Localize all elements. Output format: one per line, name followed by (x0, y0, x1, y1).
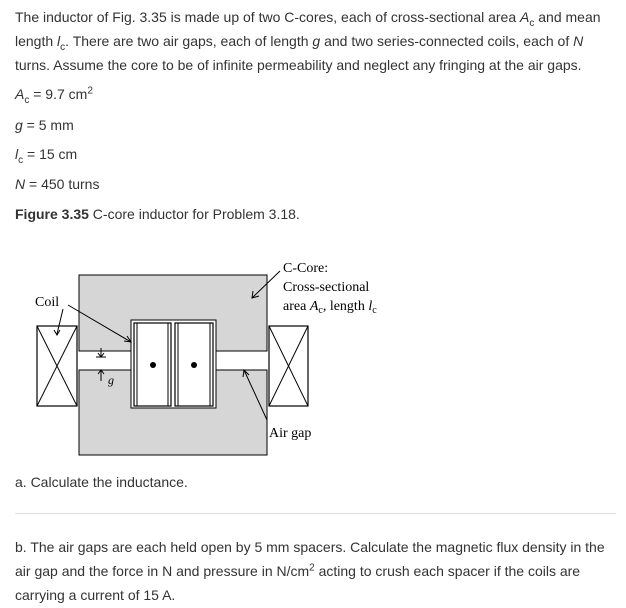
area-length-label: area $A_c$, length $l_c$ (283, 299, 377, 316)
problem-statement: The inductor of Fig. 3.35 is made up of two C-cores, each of cross-sectional area $A_c$ and mean length $l_c$. There are two air gaps, each of length g and two series-connected coils, each of N turns. Assume the core to be of infinite permeability and neglect any fringing at the air gaps. (15, 9, 601, 73)
given-turns: N = 450 turns (15, 176, 100, 192)
cross-section-label: Cross-sectional (283, 280, 370, 295)
gap-label: g (108, 373, 114, 387)
given-length: $l_c = 15$ cm (15, 146, 78, 166)
part-a: a. Calculate the inductance. (15, 474, 188, 490)
divider (15, 513, 616, 514)
core-label: C-Core: (283, 261, 329, 276)
figure-caption: Figure 3.35 C-core inductor for Problem 3.18. (15, 206, 300, 222)
air-gap-label: Air gap (269, 426, 312, 441)
given-gap: g = 5 mm (15, 117, 74, 133)
current-dot-left (150, 362, 156, 368)
outer-coil-left (37, 326, 77, 406)
part-b: b. The air gaps are each held open by 5 mm spacers. Calculate the magnetic flux density in the air gap and the force in N and pressure in $N/cm^2$ acting to crush each spacer if the coils are carrying a current of 15 A. (15, 539, 605, 603)
current-dot-right (191, 362, 197, 368)
given-area: $A_c = 9.7$ $cm^2$ (15, 85, 93, 106)
c-core (79, 275, 267, 455)
coil-label: Coil (35, 295, 60, 310)
outer-coil-right (269, 326, 308, 406)
